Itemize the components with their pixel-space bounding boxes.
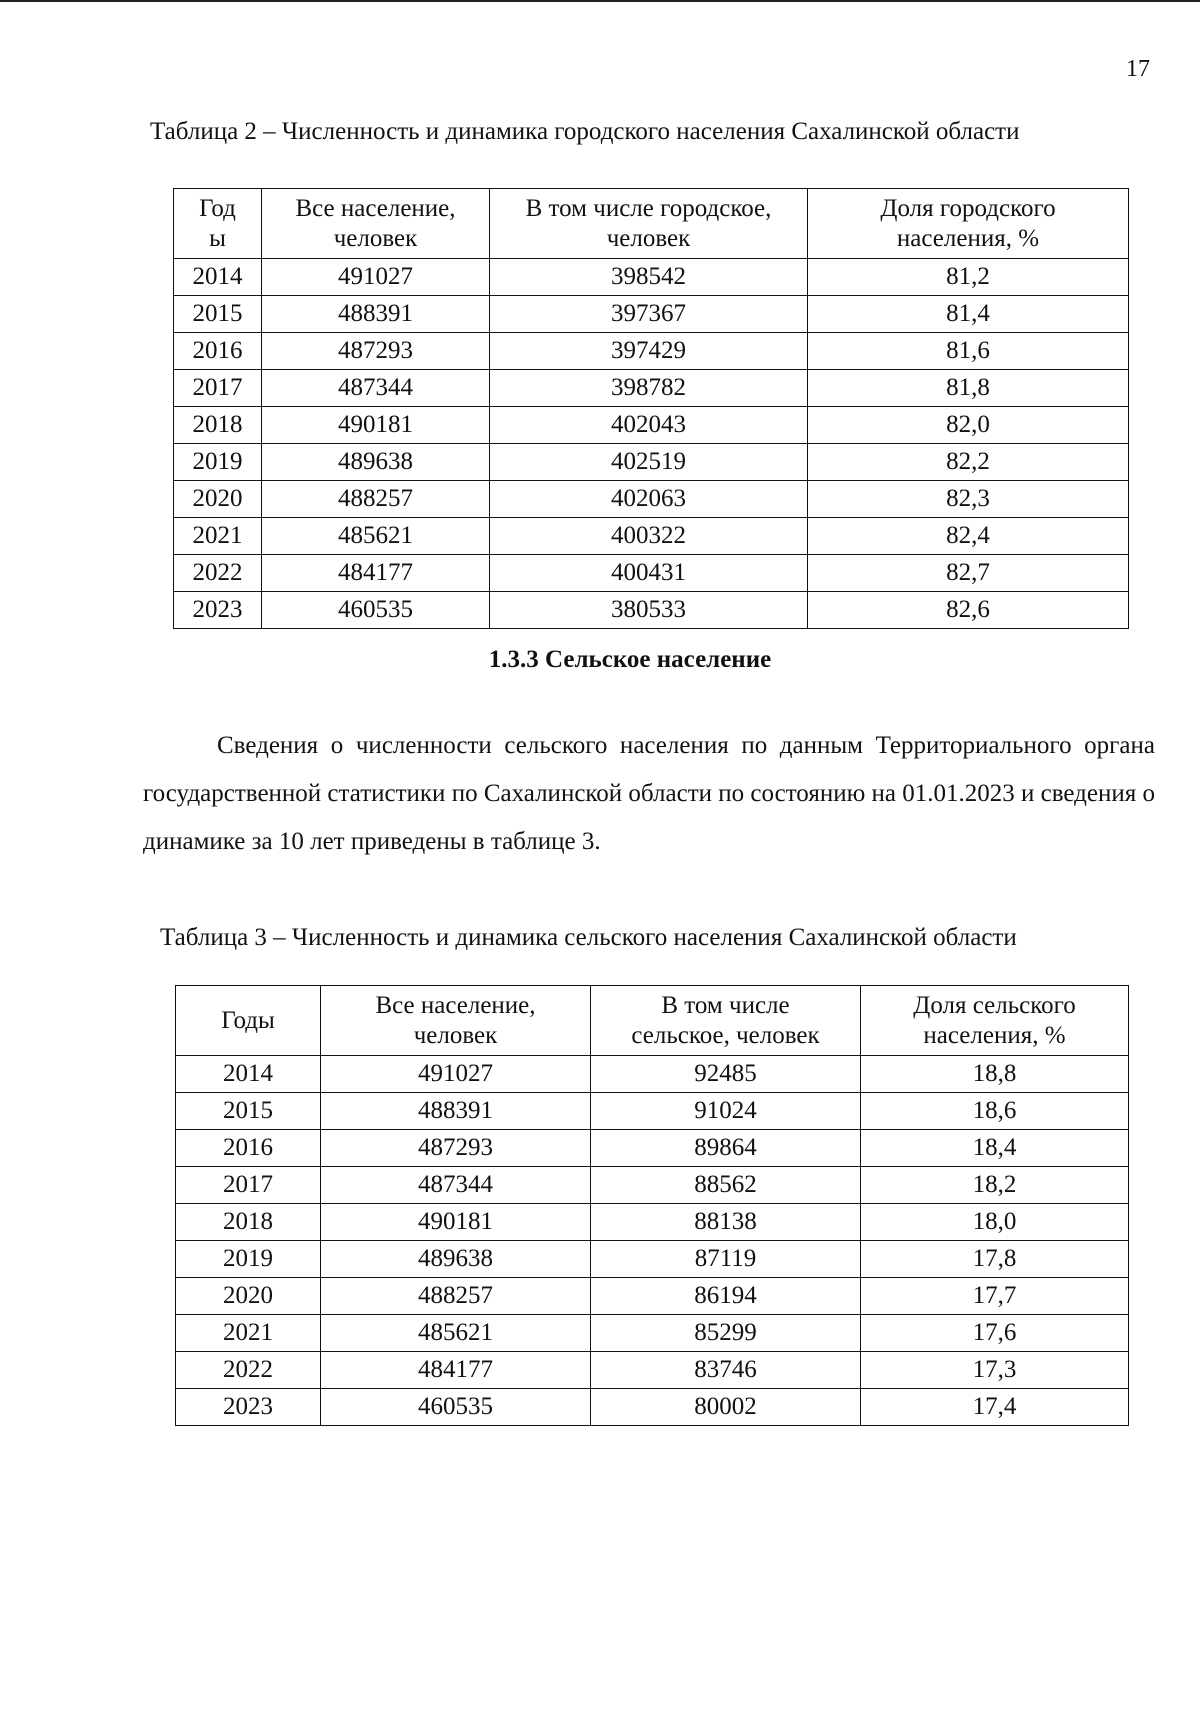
table-row [174, 259, 1129, 296]
table-cell: 83746 [591, 1352, 861, 1389]
table-cell: 89864 [591, 1130, 861, 1167]
table3-header-line: населения, % [923, 1021, 1066, 1049]
table-cell: 487344 [262, 370, 490, 407]
table-row [174, 333, 1129, 370]
table3-caption: Таблица 3 – Численность и динамика сельского населения Сахалинской области [160, 924, 1017, 951]
table-cell: 91024 [591, 1093, 861, 1130]
table-row [176, 1352, 1129, 1389]
table3-header-line: Годы [221, 1006, 275, 1034]
table-cell: 82,7 [808, 555, 1129, 592]
table-cell: 398782 [490, 370, 808, 407]
table-row [174, 555, 1129, 592]
table-row [174, 370, 1129, 407]
table-cell: 82,3 [808, 481, 1129, 518]
table-cell: 17,8 [861, 1241, 1129, 1278]
table3-rural-population [175, 985, 1129, 1426]
table3-header-line: В том числе [661, 991, 790, 1019]
table2-header-line: человек [606, 224, 691, 252]
table-cell: 82,2 [808, 444, 1129, 481]
table-row [176, 1093, 1129, 1130]
table-cell: 82,0 [808, 407, 1129, 444]
table2-urban-population [173, 188, 1129, 629]
table-cell: 488391 [262, 296, 490, 333]
table-cell: 484177 [262, 555, 490, 592]
table-row [174, 407, 1129, 444]
table2-header-line: населения, % [896, 224, 1040, 252]
table-cell: 460535 [262, 592, 490, 629]
section-heading: 1.3.3 Сельское население [488, 646, 772, 673]
table-cell: 82,6 [808, 592, 1129, 629]
table-cell: 82,4 [808, 518, 1129, 555]
table3-header-line: человек [413, 1021, 498, 1049]
table-row [174, 592, 1129, 629]
table-row [176, 1130, 1129, 1167]
table-row [176, 1056, 1129, 1093]
table2-header-line: Доля городского [880, 194, 1056, 222]
table-cell: 2017 [176, 1167, 321, 1204]
table-cell: 92485 [591, 1056, 861, 1093]
table-cell: 88562 [591, 1167, 861, 1204]
table-row [176, 1278, 1129, 1315]
table-row [174, 296, 1129, 333]
table-cell: 488391 [321, 1093, 591, 1130]
table2-header-line: Год [199, 194, 236, 222]
table-row [176, 1389, 1129, 1426]
table-cell: 2023 [174, 592, 262, 629]
table2-caption: Таблица 2 – Численность и динамика городского населения Сахалинской области [150, 118, 1020, 145]
table-cell: 2020 [176, 1278, 321, 1315]
table3-header-year [176, 986, 321, 1056]
table-cell: 487293 [262, 333, 490, 370]
table3-header-line: Доля сельского [913, 991, 1076, 1019]
table-cell: 397367 [490, 296, 808, 333]
table2-header-total [262, 189, 490, 259]
table2-header-line: ы [209, 224, 226, 252]
table-cell: 460535 [321, 1389, 591, 1426]
table-cell: 2021 [174, 518, 262, 555]
table-cell: 485621 [262, 518, 490, 555]
table3-header-share [861, 986, 1129, 1056]
table-cell: 489638 [321, 1241, 591, 1278]
table-cell: 489638 [262, 444, 490, 481]
table-cell: 2017 [174, 370, 262, 407]
table-cell: 2023 [176, 1389, 321, 1426]
table-cell: 18,4 [861, 1130, 1129, 1167]
table3-body [176, 1056, 1129, 1426]
table-cell: 85299 [591, 1315, 861, 1352]
table-cell: 81,6 [808, 333, 1129, 370]
table-cell: 490181 [262, 407, 490, 444]
page-number: 17 [1126, 56, 1150, 82]
table3-header-rural [591, 986, 861, 1056]
table2-body [174, 259, 1129, 629]
table-cell: 17,4 [861, 1389, 1129, 1426]
table-cell: 484177 [321, 1352, 591, 1389]
table-row [174, 518, 1129, 555]
table2-header-line: Все население, [295, 194, 456, 222]
table3-header-line: сельское, человек [631, 1021, 820, 1049]
table-row [176, 1167, 1129, 1204]
table-cell: 88138 [591, 1204, 861, 1241]
table-cell: 2019 [174, 444, 262, 481]
table-row [174, 444, 1129, 481]
table-cell: 402519 [490, 444, 808, 481]
table2-header-row [174, 189, 1129, 259]
table2-header-line: человек [333, 224, 418, 252]
table-cell: 487293 [321, 1130, 591, 1167]
table-cell: 2015 [176, 1093, 321, 1130]
table-cell: 18,0 [861, 1204, 1129, 1241]
table-cell: 81,8 [808, 370, 1129, 407]
table-cell: 490181 [321, 1204, 591, 1241]
table-cell: 81,2 [808, 259, 1129, 296]
table-cell: 81,4 [808, 296, 1129, 333]
table-cell: 380533 [490, 592, 808, 629]
table3-header-total [321, 986, 591, 1056]
table-cell: 2018 [174, 407, 262, 444]
table-cell: 86194 [591, 1278, 861, 1315]
table-cell: 2019 [176, 1241, 321, 1278]
scan-edge [0, 0, 1200, 2]
table-cell: 18,6 [861, 1093, 1129, 1130]
table3-header-row [176, 986, 1129, 1056]
table-cell: 2022 [174, 555, 262, 592]
table-cell: 17,3 [861, 1352, 1129, 1389]
table-row [176, 1241, 1129, 1278]
table3-header-line: Все население, [375, 991, 536, 1019]
table-cell: 80002 [591, 1389, 861, 1426]
table-cell: 2018 [176, 1204, 321, 1241]
table-cell: 402043 [490, 407, 808, 444]
table-cell: 402063 [490, 481, 808, 518]
table2-header-urban [490, 189, 808, 259]
table-cell: 17,7 [861, 1278, 1129, 1315]
table-row [176, 1315, 1129, 1352]
table-cell: 2014 [174, 259, 262, 296]
table-cell: 2014 [176, 1056, 321, 1093]
body-paragraph-text: Сведения о численности сельского населения по данным Территориального органа государственной статистики по Сахалинской области по состоянию на 01.01.2023 и сведения о динамике за 10 лет приведены в таблице 3. [143, 732, 1155, 855]
table-cell: 400431 [490, 555, 808, 592]
table-cell: 18,2 [861, 1167, 1129, 1204]
table2-header-year [174, 189, 262, 259]
table-cell: 400322 [490, 518, 808, 555]
table-cell: 398542 [490, 259, 808, 296]
table-cell: 488257 [262, 481, 490, 518]
table-cell: 2016 [176, 1130, 321, 1167]
table-cell: 488257 [321, 1278, 591, 1315]
table-cell: 491027 [321, 1056, 591, 1093]
table-cell: 2015 [174, 296, 262, 333]
table2-header-share [808, 189, 1129, 259]
table-cell: 2021 [176, 1315, 321, 1352]
table-cell: 18,8 [861, 1056, 1129, 1093]
table-cell: 17,6 [861, 1315, 1129, 1352]
table-cell: 2022 [176, 1352, 321, 1389]
table-cell: 2020 [174, 481, 262, 518]
table2-header-line: В том числе городское, [525, 194, 772, 222]
table-cell: 397429 [490, 333, 808, 370]
table-cell: 87119 [591, 1241, 861, 1278]
table-cell: 487344 [321, 1167, 591, 1204]
table-row [174, 481, 1129, 518]
table-cell: 2016 [174, 333, 262, 370]
table-cell: 485621 [321, 1315, 591, 1352]
body-paragraph [143, 722, 1155, 866]
table-cell: 491027 [262, 259, 490, 296]
table-row [176, 1204, 1129, 1241]
